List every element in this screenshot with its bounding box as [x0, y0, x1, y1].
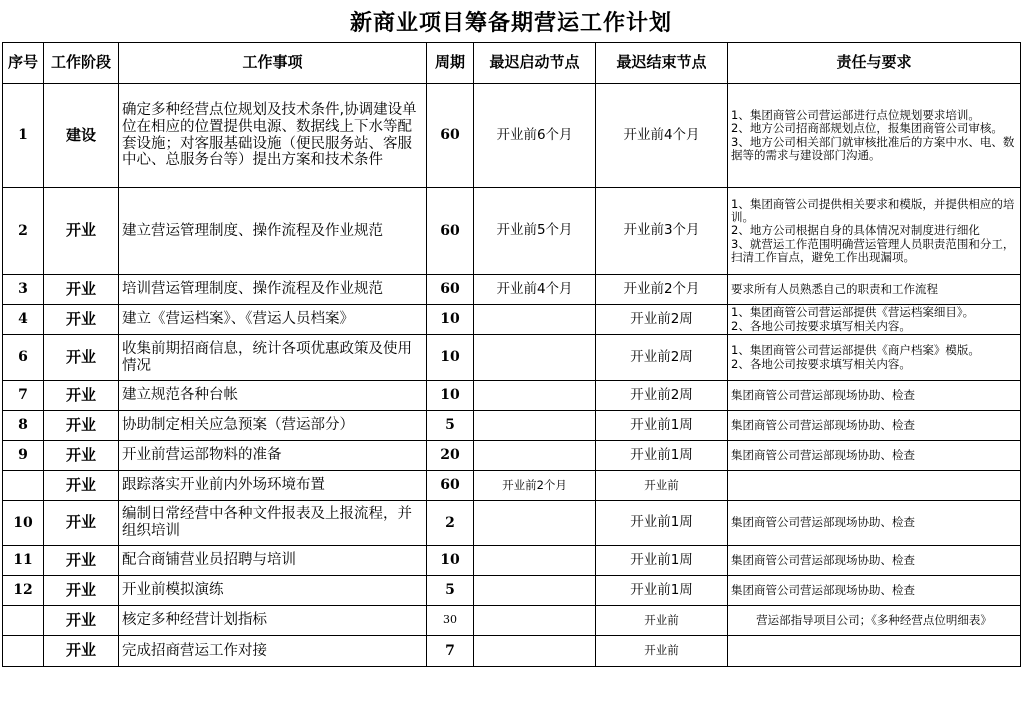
cell-period: 20: [427, 441, 474, 471]
req-line: 2、地方公司招商部规划点位，报集团商管公司审核。: [731, 121, 1003, 136]
req-line: 1、集团商管公司提供相关要求和模版，并提供相应的培训。: [731, 196, 1015, 225]
cell-period: 60: [427, 275, 474, 305]
header-start: 最迟启动节点: [474, 43, 596, 84]
cell-period: 60: [427, 188, 474, 275]
cell-period: 10: [427, 335, 474, 381]
cell-start: [474, 606, 596, 636]
table-row: [3, 636, 1021, 667]
header-no: 序号: [3, 43, 44, 84]
cell-no: 8: [3, 411, 44, 441]
cell-stage: 开业: [44, 411, 119, 441]
cell-end: 开业前3个月: [596, 188, 728, 275]
cell-req: [728, 501, 1021, 546]
cell-task: 完成招商营运工作对接: [119, 636, 427, 667]
req-line: 要求所有人员熟悉自己的职责和工作流程: [731, 281, 938, 296]
cell-period: 5: [427, 411, 474, 441]
cell-start: [474, 411, 596, 441]
req-line: 1、集团商管公司营运部提供《营运档案细目》。: [731, 305, 975, 320]
cell-end: 开业前1周: [596, 501, 728, 546]
header-req: 责任与要求: [728, 43, 1021, 84]
cell-period: 10: [427, 546, 474, 576]
cell-period: 7: [427, 636, 474, 667]
table-row: [3, 84, 1021, 188]
table-row: [3, 501, 1021, 546]
cell-no: 11: [3, 546, 44, 576]
req-line: 集团商管公司营运部现场协助、检查: [731, 387, 915, 402]
cell-stage: 开业: [44, 305, 119, 335]
cell-req: [728, 381, 1021, 411]
table-row: [3, 471, 1021, 501]
cell-req: [728, 441, 1021, 471]
table-row: [3, 275, 1021, 305]
cell-end: 开业前1周: [596, 441, 728, 471]
cell-stage: 开业: [44, 381, 119, 411]
cell-period: 60: [427, 84, 474, 188]
cell-task: 培训营运管理制度、操作流程及作业规范: [119, 275, 427, 305]
cell-req: [728, 546, 1021, 576]
cell-req: [728, 84, 1021, 188]
cell-no: 7: [3, 381, 44, 411]
cell-end: 开业前: [596, 471, 728, 501]
cell-end: 开业前1周: [596, 411, 728, 441]
req-line: 1、集团商管公司营运部提供《商户档案》模版。: [731, 343, 980, 358]
cell-no: 6: [3, 335, 44, 381]
cell-req: [728, 636, 1021, 667]
cell-stage: 建设: [44, 84, 119, 188]
req-line: 2、各地公司按要求填写相关内容。: [731, 356, 911, 371]
cell-task: 建立营运管理制度、操作流程及作业规范: [119, 188, 427, 275]
cell-no: [3, 471, 44, 501]
cell-end: 开业前: [596, 606, 728, 636]
cell-stage: 开业: [44, 501, 119, 546]
cell-task: 跟踪落实开业前内外场环境布置: [119, 471, 427, 501]
table-row: [3, 441, 1021, 471]
cell-end: 开业前1周: [596, 546, 728, 576]
cell-period: 2: [427, 501, 474, 546]
table-row: [3, 335, 1021, 381]
work-plan-table: [2, 42, 1021, 667]
cell-stage: 开业: [44, 606, 119, 636]
cell-start: [474, 546, 596, 576]
cell-start: 开业前4个月: [474, 275, 596, 305]
cell-end: 开业前2周: [596, 335, 728, 381]
table-row: [3, 576, 1021, 606]
cell-stage: 开业: [44, 546, 119, 576]
table-row: [3, 381, 1021, 411]
cell-no: 10: [3, 501, 44, 546]
cell-end: 开业前: [596, 636, 728, 667]
req-line: 集团商管公司营运部现场协助、检查: [731, 417, 915, 432]
req-line: 集团商管公司营运部现场协助、检查: [731, 447, 915, 462]
cell-start: [474, 636, 596, 667]
table-row: [3, 546, 1021, 576]
cell-stage: 开业: [44, 188, 119, 275]
req-line: 集团商管公司营运部现场协助、检查: [731, 552, 915, 567]
req-line: 营运部指导项目公司；《多种经营点位明细表》: [756, 612, 992, 627]
cell-stage: 开业: [44, 576, 119, 606]
cell-period: 10: [427, 305, 474, 335]
cell-task: 收集前期招商信息，统计各项优惠政策及使用情况: [119, 335, 427, 381]
cell-stage: 开业: [44, 471, 119, 501]
header-end: 最迟结束节点: [596, 43, 728, 84]
req-line: 2、各地公司按要求填写相关内容。: [731, 318, 911, 333]
cell-stage: 开业: [44, 335, 119, 381]
cell-no: [3, 606, 44, 636]
cell-req: [728, 188, 1021, 275]
cell-period: 10: [427, 381, 474, 411]
cell-req: [728, 576, 1021, 606]
cell-req: [728, 411, 1021, 441]
table-row: [3, 411, 1021, 441]
cell-start: [474, 305, 596, 335]
cell-no: [3, 636, 44, 667]
cell-task: 编制日常经营中各种文件报表及上报流程，并组织培训: [119, 501, 427, 546]
cell-task: 建立规范各种台帐: [119, 381, 427, 411]
cell-start: 开业前5个月: [474, 188, 596, 275]
cell-stage: 开业: [44, 441, 119, 471]
req-line: 集团商管公司营运部现场协助、检查: [731, 582, 915, 597]
cell-stage: 开业: [44, 636, 119, 667]
cell-start: [474, 381, 596, 411]
req-line: 集团商管公司营运部现场协助、检查: [731, 515, 915, 530]
header-task: 工作事项: [119, 43, 427, 84]
cell-task: 建立《营运档案》、《营运人员档案》: [119, 305, 427, 335]
cell-start: 开业前6个月: [474, 84, 596, 188]
cell-req: [728, 305, 1021, 335]
cell-no: 12: [3, 576, 44, 606]
page-title: 新商业项目筹备期营运工作计划: [349, 9, 672, 36]
header-row: [3, 43, 1021, 84]
cell-start: 开业前2个月: [474, 471, 596, 501]
cell-start: [474, 576, 596, 606]
req-line: 2、地方公司根据自身的具体情况对制度进行细化: [731, 223, 980, 238]
cell-task: 确定多种经营点位规划及技术条件,协调建设单位在相应的位置提供电源、数据线上下水等配套设施；对客服基础设施（便民服务站、客服中心、总服务台等）提出方案和技术条件: [119, 84, 427, 188]
table-row: [3, 305, 1021, 335]
cell-end: 开业前1周: [596, 576, 728, 606]
cell-no: 3: [3, 275, 44, 305]
cell-req: [728, 335, 1021, 381]
cell-end: 开业前2个月: [596, 275, 728, 305]
cell-no: 9: [3, 441, 44, 471]
header-stage: 工作阶段: [44, 43, 119, 84]
req-line: 3、就营运工作范围明确营运管理人员职责范围和分工，扫清工作盲点，避免工作出现漏项。: [731, 236, 1015, 264]
cell-req: [728, 606, 1021, 636]
cell-stage: 开业: [44, 275, 119, 305]
cell-no: 1: [3, 84, 44, 188]
cell-end: 开业前4个月: [596, 84, 728, 188]
cell-start: [474, 441, 596, 471]
cell-period: 30: [427, 606, 474, 636]
cell-req: [728, 275, 1021, 305]
table-row: [3, 606, 1021, 636]
header-period: 周期: [427, 43, 474, 84]
cell-task: 开业前营运部物料的准备: [119, 441, 427, 471]
cell-no: 2: [3, 188, 44, 275]
cell-period: 5: [427, 576, 474, 606]
req-line: 3、地方公司相关部门就审核批准后的方案中水、电、数据等的需求与建设部门沟通。: [731, 134, 1015, 162]
table-row: [3, 188, 1021, 275]
cell-end: 开业前2周: [596, 381, 728, 411]
cell-req: [728, 471, 1021, 501]
cell-task: 协助制定相关应急预案（营运部分）: [119, 411, 427, 441]
cell-start: [474, 501, 596, 546]
cell-start: [474, 335, 596, 381]
cell-no: 4: [3, 305, 44, 335]
req-line: 1、集团商管公司营运部进行点位规划要求培训。: [731, 108, 980, 123]
cell-task: 配合商铺营业员招聘与培训: [119, 546, 427, 576]
cell-period: 60: [427, 471, 474, 501]
cell-end: 开业前2周: [596, 305, 728, 335]
cell-task: 核定多种经营计划指标: [119, 606, 427, 636]
cell-task: 开业前模拟演练: [119, 576, 427, 606]
